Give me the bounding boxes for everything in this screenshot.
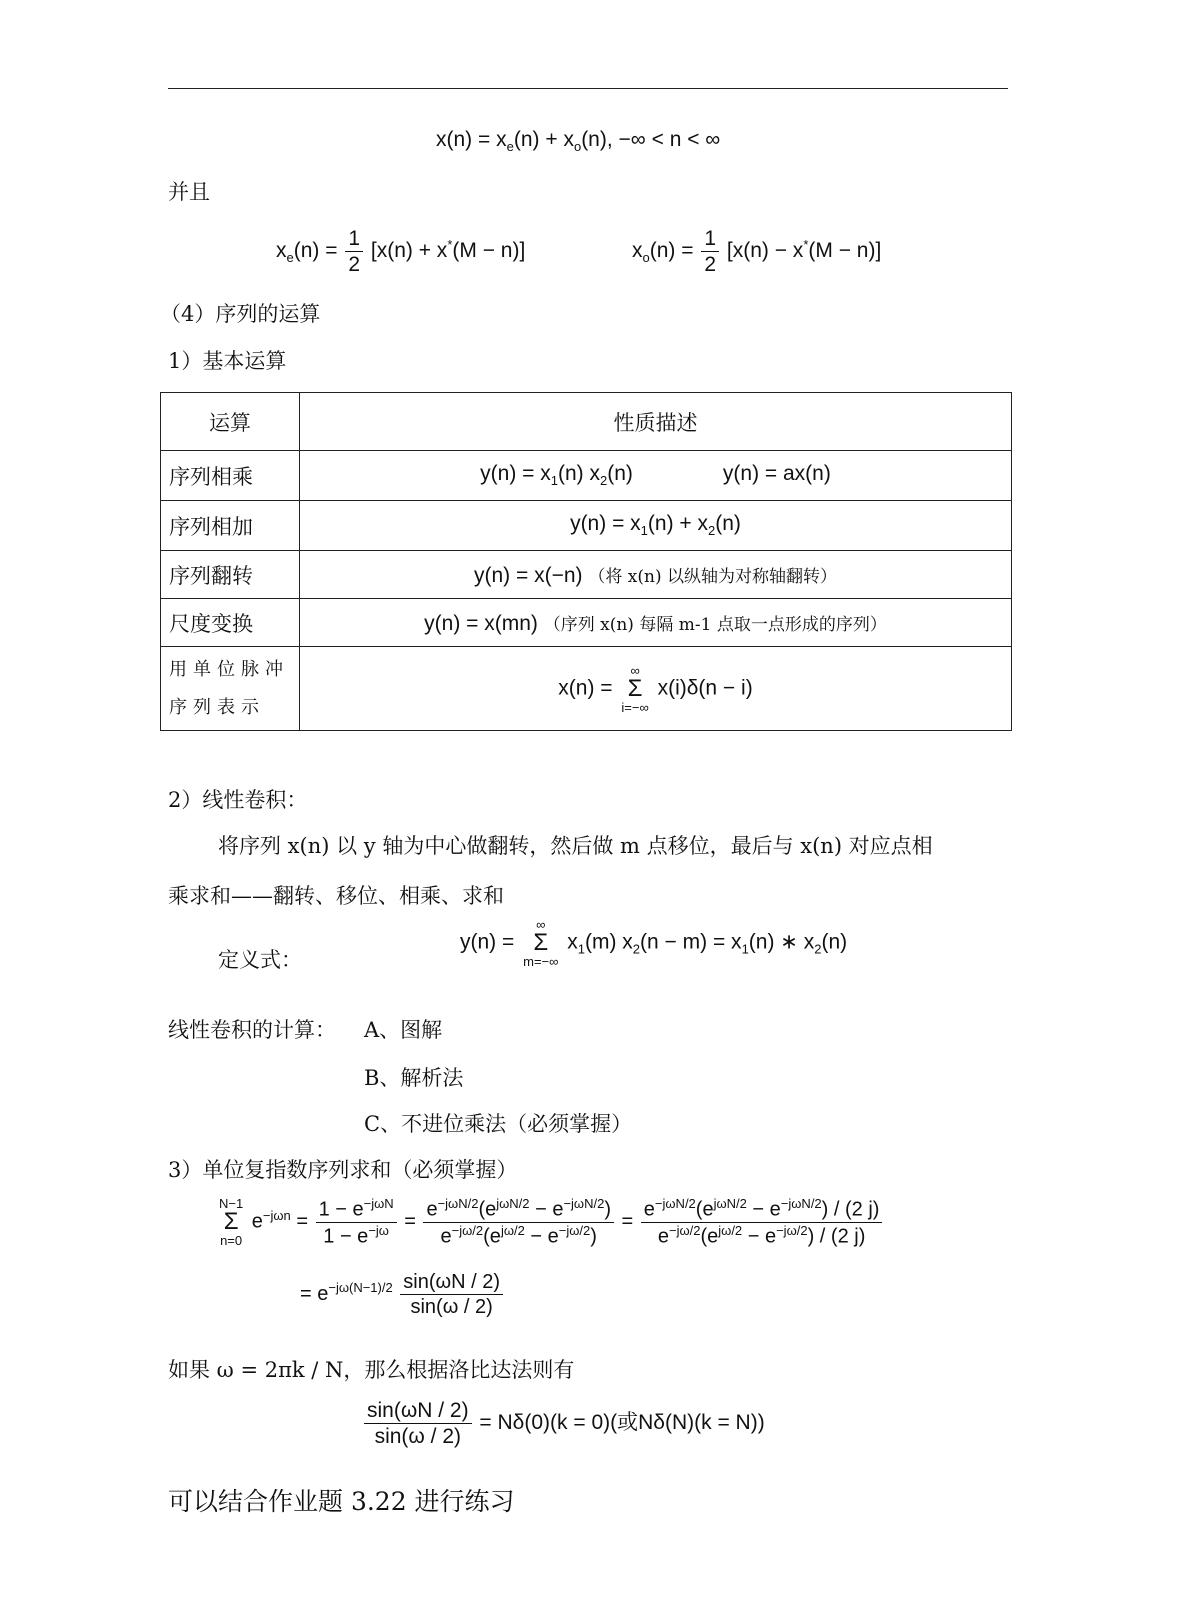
calc-method-b: B、解析法 xyxy=(364,1066,464,1090)
table-cell-desc: y(n) = x(−n) （将 x(n) 以纵轴为对称轴翻转） xyxy=(300,551,1012,599)
sub3-title: 3）单位复指数序列求和（必须掌握） xyxy=(168,1158,518,1182)
table-header-desc: 性质描述 xyxy=(300,393,1012,451)
eq-xo-frac xyxy=(701,226,719,277)
calc-method-c: C、不进位乘法（必须掌握） xyxy=(364,1112,633,1136)
eq-xo-num: 1 xyxy=(701,226,719,252)
sum-line2: = $e^{-j\omega(N-1)/2}$ $\frac{\sin(\omega N / 2)}{\sin(\omega / 2)}$ xyxy=(300,1270,505,1319)
table-row xyxy=(161,599,1012,647)
eq-xo xyxy=(632,226,881,277)
eq-xe xyxy=(276,226,525,277)
table-cell-desc: y(n) = x(mn) （序列 x(n) 每隔 m-1 点取一点形成的序列） xyxy=(300,599,1012,647)
final-text: 可以结合作业题 3.22 进行练习 xyxy=(168,1487,515,1516)
table-row xyxy=(161,451,1012,501)
table-cell-op: 尺度变换 xyxy=(161,599,300,647)
table-header-op: 运算 xyxy=(161,393,300,451)
table-cell-op: 序列相乘 xyxy=(161,451,300,501)
sub2-title: 2）线性卷积： xyxy=(168,788,308,812)
section4-title: （4）序列的运算 xyxy=(160,302,321,326)
eq-xe-lhs: $x_e(n)$ = xyxy=(276,239,338,266)
conv-desc-line2: 乘求和——翻转、移位、相乘、求和 xyxy=(168,884,504,908)
table-row xyxy=(161,501,1012,551)
table-row xyxy=(161,551,1012,599)
table-cell-desc: $y(n) = x_1(n)$ $x_2(n) y(n) = ax(n)$ xyxy=(300,451,1012,501)
text-bingqie: 并且 xyxy=(168,180,210,204)
eq-xe-num: 1 xyxy=(345,226,363,252)
def-label: 定义式： xyxy=(218,948,302,972)
table-header-row xyxy=(161,393,1012,451)
operations-table xyxy=(160,392,1012,731)
eq-xe-frac xyxy=(345,226,363,277)
calc-method-a: A、图解 xyxy=(364,1018,443,1042)
table-cell-op: 序列相加 xyxy=(161,501,300,551)
top-rule xyxy=(168,88,1008,89)
table-row xyxy=(161,647,1012,731)
eq-decomposition: $x(n) = x_e(n) + x_o(n)$, −∞ < n < ∞ xyxy=(436,128,721,155)
eq-xe-rhs: [x(n) + x*(M − n)] xyxy=(370,237,526,263)
ruguo-text: 如果 ω = 2πk / N，那么根据洛比达法则有 xyxy=(168,1358,575,1382)
eq-xo-den: 2 xyxy=(704,253,717,277)
calc-label: 线性卷积的计算： xyxy=(168,1018,336,1042)
table-cell-op: 用单位脉冲序列表示 xyxy=(161,647,300,731)
table-cell-desc: x(n) = ∞ Σ i=−∞ x(i)δ(n − i) xyxy=(300,647,1012,731)
conv-desc-line1: 将序列 x(n) 以 y 轴为中心做翻转，然后做 m 点移位，最后与 x(n) 对应点相 xyxy=(218,834,933,858)
table-cell-op: 序列翻转 xyxy=(161,551,300,599)
table-cell-desc: $y(n) = x_1(n) + x_2(n)$ xyxy=(300,501,1012,551)
lhopital-eq: $\frac{\sin(\omega N / 2)}{\sin(\omega / 2)}$ = Nδ(0)(k = 0)(或Nδ(N)(k = N)) xyxy=(362,1398,765,1449)
eq-xo-rhs: [x(n) − x*(M − n)] xyxy=(726,237,882,263)
sum-line1: N−1 Σ n=0 $e^{-j\omega n}$ = $\frac{1 - e^{-j\omega N}}{1 - e^{-j\omega}}$ = $\frac{e^{-j\omega N/2}(e^{j\omega N/2} - e^{-j\omega N/2})}{e^{-j\omega/2}(e^{j\omega/2} - e^{-j\omega/2})}$ = $\frac{e^{-j\omega N/2}(e^{j\omega N/2} - e^{-j\omega N/2}) / (2 j)}{e^{-j\omega/2}(e^{j\omega/2} - e^{-j\omega/2}) / (2 j)}$ xyxy=(216,1196,884,1248)
eq-xe-den: 2 xyxy=(348,253,361,277)
def-eq: y(n) = ∞ Σ m=−∞ $x_1(m) x_2(n - m) = x_1(n)$ ∗ $x_2(n)$ xyxy=(460,917,848,969)
sub1-title: 1）基本运算 xyxy=(168,349,287,373)
eq-xo-lhs: $x_o(n)$ = xyxy=(632,239,694,266)
